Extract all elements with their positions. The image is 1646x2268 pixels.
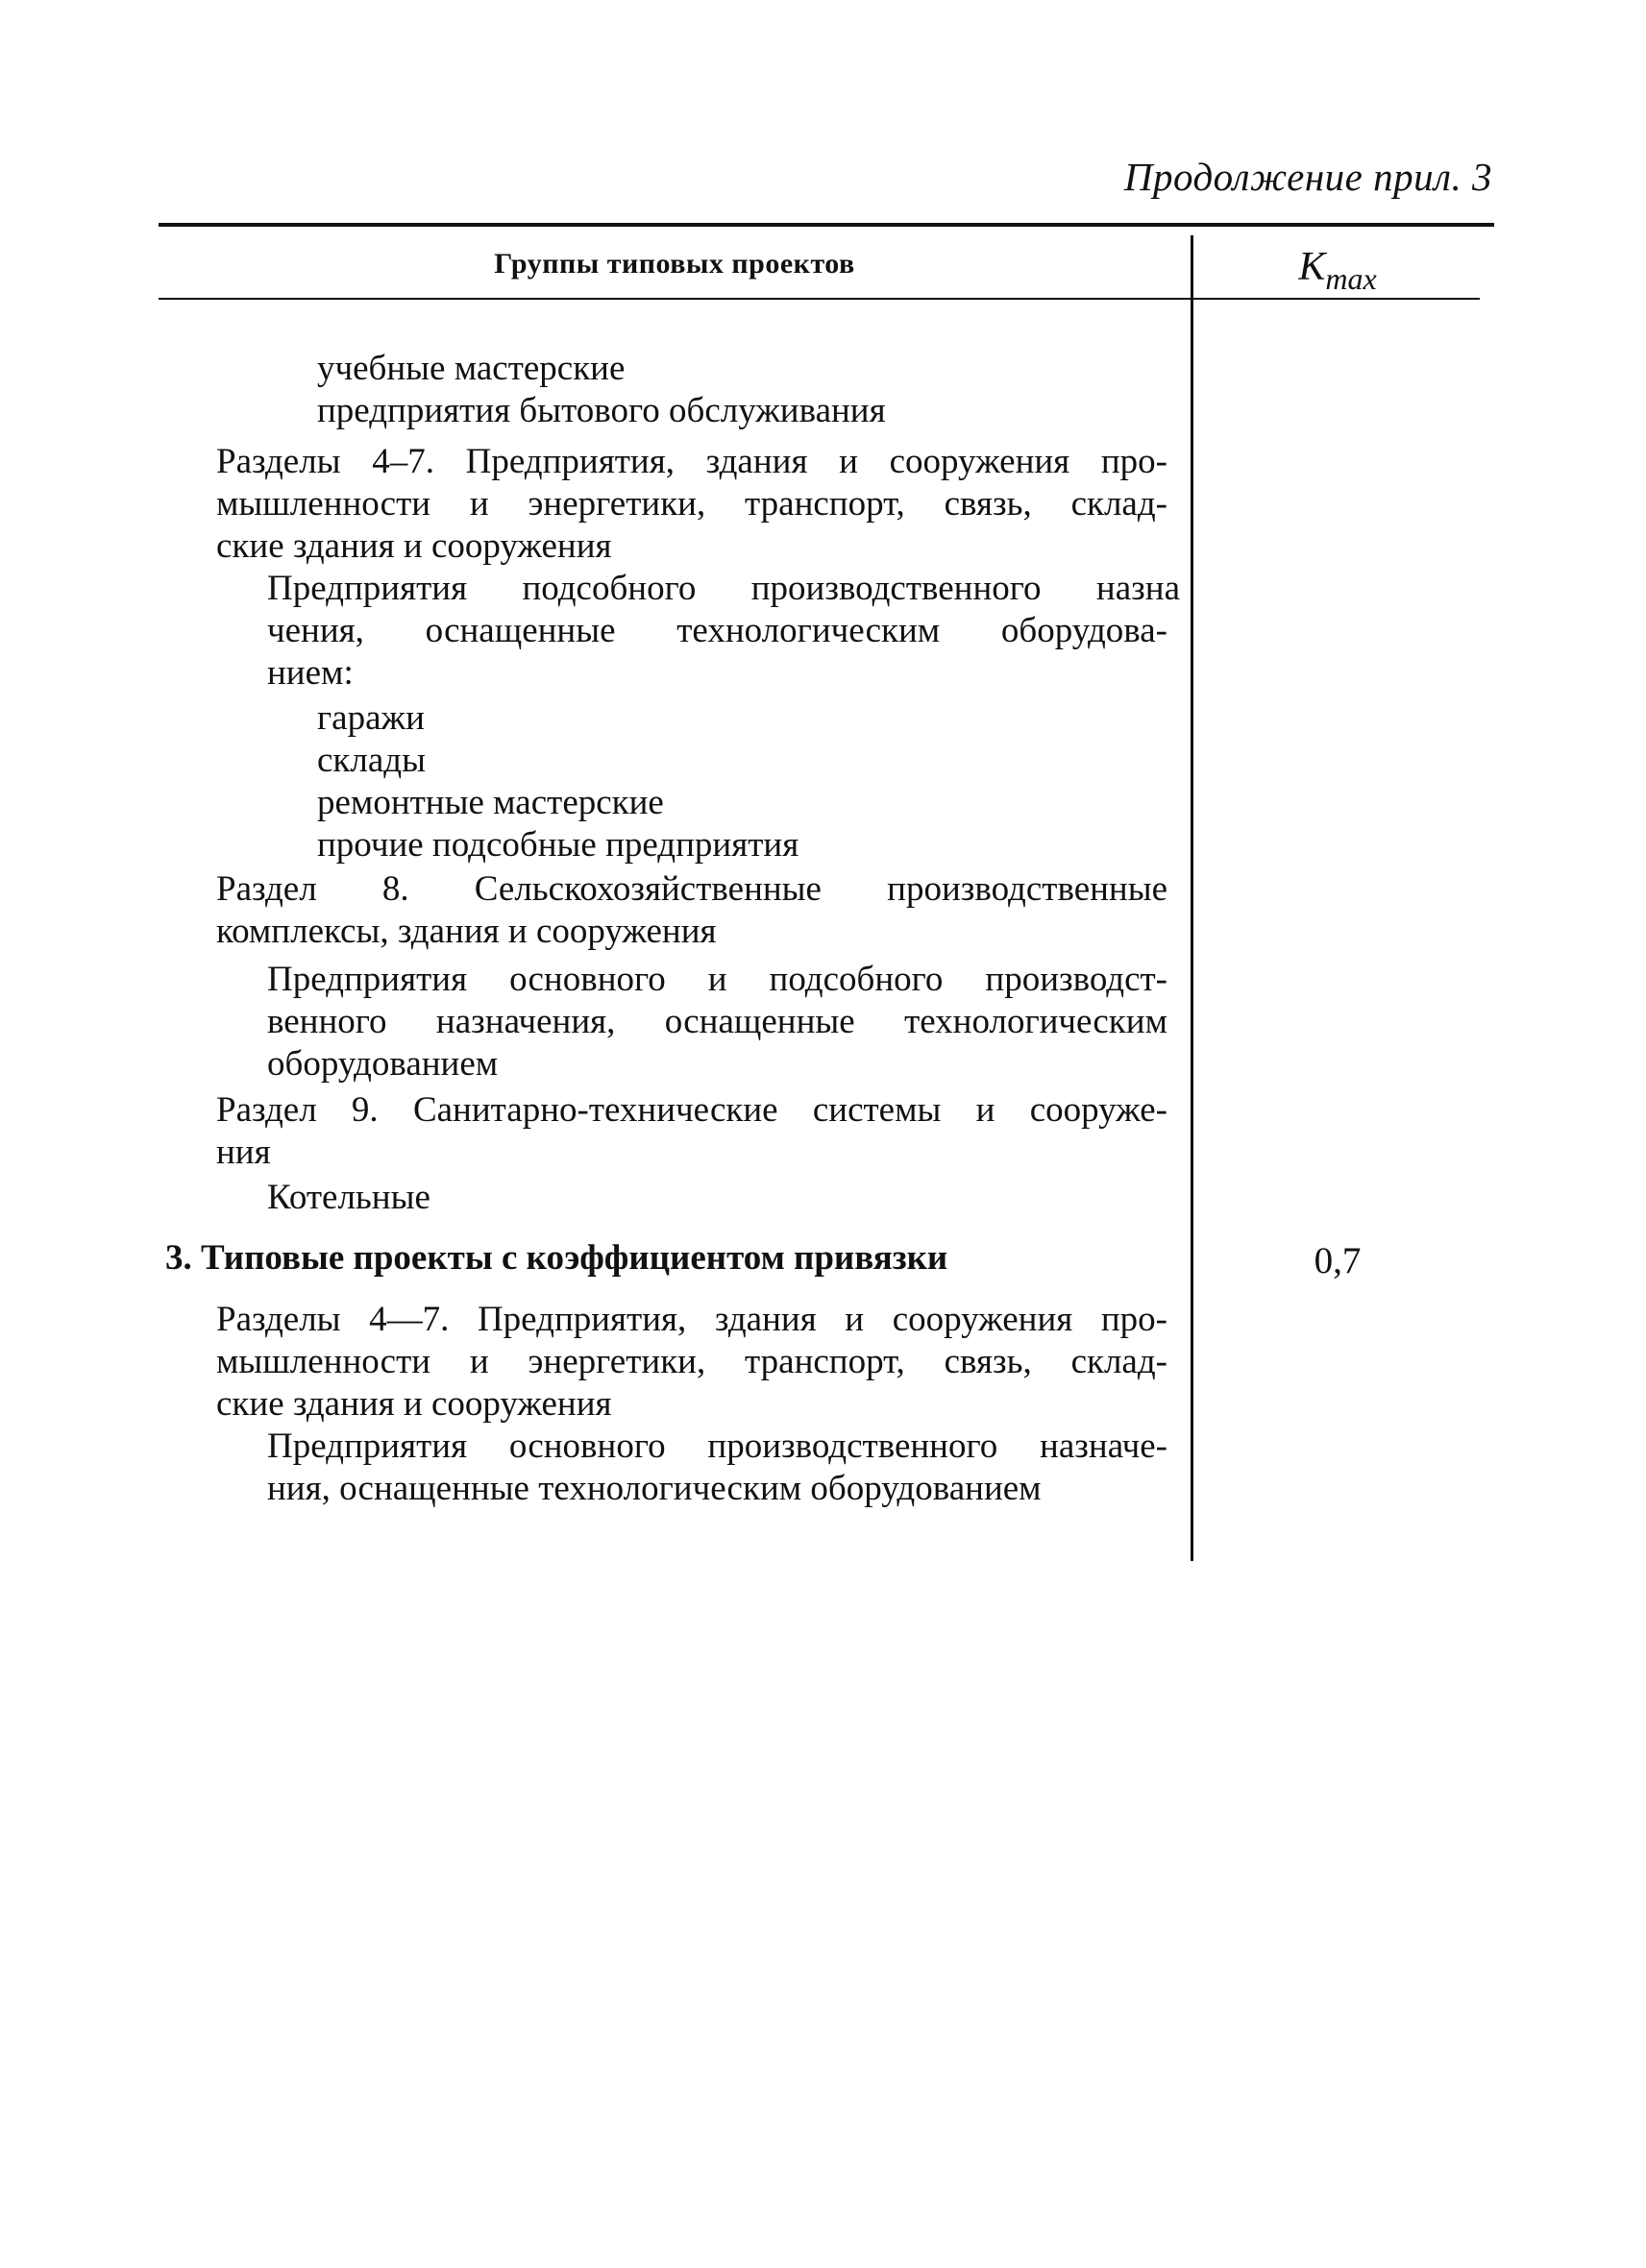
kmax-value: 0,7 xyxy=(1314,1240,1362,1281)
subsection-text: оборудованием xyxy=(267,1044,499,1084)
list-item: прочие подсобные предприятия xyxy=(317,825,799,865)
section-heading: мышленности и энергетики, транспорт, связь, склад- xyxy=(216,1342,1167,1381)
subsection-text: Предприятия основного производственного назначе- xyxy=(267,1427,1167,1466)
section-heading: ские здания и сооружения xyxy=(216,526,612,566)
column-header-kmax xyxy=(1193,244,1482,297)
list-item: гаражи xyxy=(317,698,425,738)
subsection-text: венного назначения, оснащенные технологическим xyxy=(267,1002,1167,1041)
subsection-text: Предприятия подсобного производственного назна xyxy=(267,569,1180,608)
section-heading: ские здания и сооружения xyxy=(216,1384,612,1424)
section-heading: Раздел 8. Сельскохозяйственные производственные xyxy=(216,869,1167,909)
list-item: предприятия бытового обслуживания xyxy=(317,391,886,430)
kmax-symbol: K xyxy=(1298,245,1326,289)
section-heading: комплексы, здания и сооружения xyxy=(216,912,717,951)
list-item: склады xyxy=(317,741,426,780)
table-top-rule xyxy=(159,223,1494,227)
section-heading: мышленности и энергетики, транспорт, связь, склад- xyxy=(216,484,1167,524)
kmax-subscript: max xyxy=(1325,261,1377,296)
subsection-text: ния, оснащенные технологическим оборудованием xyxy=(267,1469,1042,1508)
table-column-divider xyxy=(1191,235,1193,1561)
subsection-text: Предприятия основного и подсобного производст- xyxy=(267,960,1167,999)
subsection-text: Котельные xyxy=(267,1178,430,1217)
running-head: Продолжение прил. 3 xyxy=(1123,155,1492,199)
list-item: учебные мастерские xyxy=(317,349,626,388)
section-heading: ния xyxy=(216,1133,271,1172)
subsection-text: нием: xyxy=(267,653,354,693)
subsection-text: чения, оснащенные технологическим оборудова- xyxy=(267,611,1167,650)
column-header-groups: Группы типовых проектов xyxy=(494,248,855,280)
section-heading: Разделы 4–7. Предприятия, здания и сооружения про- xyxy=(216,442,1167,481)
section-heading: Разделы 4—7. Предприятия, здания и сооружения про- xyxy=(216,1300,1167,1339)
list-item: ремонтные мастерские xyxy=(317,783,664,822)
table-header-rule xyxy=(159,298,1480,300)
group-heading: 3. Типовые проекты с коэффициентом привязки xyxy=(165,1238,948,1278)
section-heading: Раздел 9. Санитарно-технические системы и сооруже- xyxy=(216,1090,1167,1130)
